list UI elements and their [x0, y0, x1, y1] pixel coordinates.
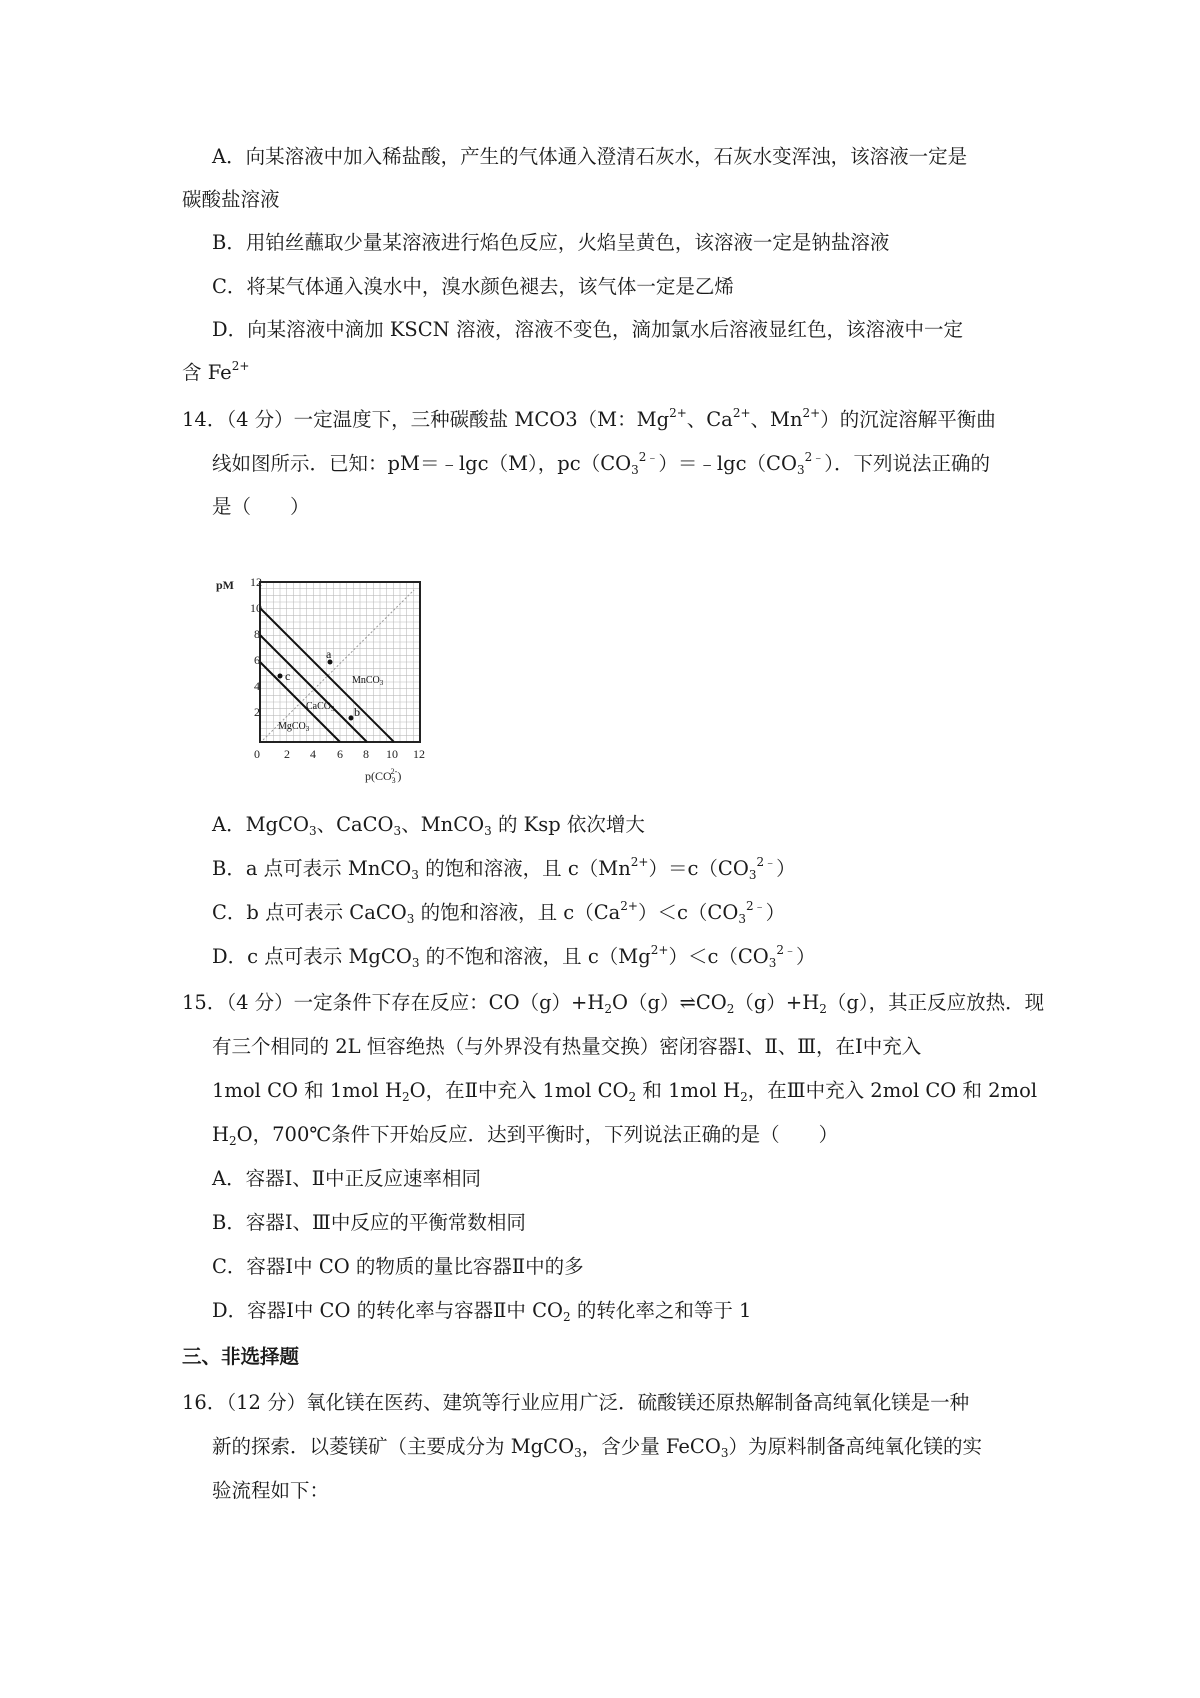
x-tick: 0: [254, 747, 260, 761]
q13-option-a-line1: A．向某溶液中加入稀盐酸，产生的气体通入澄清石灰水，石灰水变浑浊，该溶液一定是: [212, 145, 968, 168]
caco3-label: CaCO$_3$: [306, 701, 335, 713]
x-tick: 10: [386, 747, 398, 761]
q14-option-b: B．a 点可表示 MnCO$_3$ 的饱和溶液，且 $c(Mn^{2+})=c(CO_3^{2﹣})$: [212, 855, 796, 882]
x-tick: 8: [363, 747, 369, 761]
q16-stem-line2: 新的探索．以菱镁矿（主要成分为 MgCO$_3$，含少量 FeCO$_3$）为原料制备高纯氧化镁的实: [212, 1435, 982, 1460]
mgco3-label: MgCO$_3$: [278, 721, 310, 733]
point-b-label: b: [354, 705, 360, 719]
q15-stem-line4: $H_2O$，700℃条件下开始反应．达到平衡时，下列说法正确的是（ ）: [212, 1123, 839, 1148]
q15-stem-line3: 1mol CO 和 1mol $H_2O$，在Ⅱ中充入 1mol $CO_2$ 和 1mol $H_2$，在Ⅲ中充入 2mol CO 和 2mol: [212, 1079, 1038, 1104]
q14-option-c: C．b 点可表示 CaCO$_3$ 的饱和溶液，且 $c(Ca^{2+})<c(CO_3^{2﹣})$: [212, 899, 786, 926]
q13-option-c: C．将某气体通入溴水中，溴水颜色褪去，该气体一定是乙烯: [212, 275, 734, 298]
y-tick: 12: [250, 575, 262, 589]
q14-option-a: A．MgCO$_3$、CaCO$_3$、MnCO$_3$ 的 Ksp 依次增大: [212, 813, 645, 838]
x-tick: 2: [284, 747, 290, 761]
q14-stem-line1: 14．（4 分）一定温度下，三种碳酸盐 MCO3（M：$Mg^{2+}$、$Ca^{2+}$、$Mn^{2+}$）的沉淀溶解平衡曲: [182, 406, 996, 431]
q15-option-b: B．容器Ⅰ、Ⅲ中反应的平衡常数相同: [212, 1211, 526, 1234]
x-axis-label: $p(CO_32-)$: [365, 767, 402, 785]
q14-stem-line3: 是（ ）: [212, 495, 310, 518]
q13-option-b: B．用铂丝蘸取少量某溶液进行焰色反应，火焰呈黄色，该溶液一定是钠盐溶液: [212, 231, 890, 254]
q14-stem-line2: 线如图所示．已知：pM＝﹣lgc（M），$pc(CO_3^{2﹣})=﹣\lg c(CO_3^{2﹣})$．下列说法正确的: [212, 450, 991, 477]
y-tick: 10: [250, 601, 262, 615]
mnco3-label: MnCO$_3$: [352, 675, 384, 687]
q13-option-d-line1: D．向某溶液中滴加 KSCN 溶液，溶液不变色，滴加氯水后溶液显红色，该溶液中一定: [212, 318, 963, 341]
q15-stem-line1: 15．（4 分）一定条件下存在反应：$CO(g)+H_2O(g)\rightleftharpoons CO_2(g)+H_2(g)$，其正反应放热．现: [182, 991, 1045, 1016]
diagonal-reference-line: [263, 590, 414, 740]
q15-option-d: D．容器Ⅰ中 CO 的转化率与容器Ⅱ中 $CO_2$ 的转化率之和等于 1: [212, 1299, 752, 1324]
q16-stem-line1: 16．（12 分）氧化镁在医药、建筑等行业应用广泛．硫酸镁还原热解制备高纯氧化镁是一种: [182, 1391, 970, 1414]
y-tick: 2: [254, 705, 260, 719]
q15-stem-line2: 有三个相同的 2L 恒容绝热（与外界没有热量交换）密闭容器Ⅰ、Ⅱ、Ⅲ，在Ⅰ中充入: [212, 1035, 922, 1058]
y-tick: 6: [254, 653, 260, 667]
point-b-marker: [349, 716, 354, 721]
point-c-marker: [278, 674, 283, 679]
q16-stem-line3: 验流程如下：: [212, 1479, 330, 1502]
y-tick: 8: [254, 627, 260, 641]
point-c-label: c: [285, 669, 291, 683]
q15-option-c: C．容器Ⅰ中 CO 的物质的量比容器Ⅱ中的多: [212, 1255, 584, 1278]
q14-option-d: D．c 点可表示 MgCO$_3$ 的不饱和溶液，且 $c(Mg^{2+})<c(CO_3^{2﹣})$: [212, 943, 816, 970]
x-tick: 12: [413, 747, 425, 761]
q15-option-a: A．容器Ⅰ、Ⅱ中正反应速率相同: [212, 1167, 482, 1190]
y-tick: 4: [254, 679, 260, 693]
point-a-label: a: [326, 647, 332, 661]
x-tick: 4: [310, 747, 316, 761]
section-heading: 三、非选择题: [182, 1345, 300, 1368]
x-tick: 6: [337, 747, 343, 761]
y-axis-label: pM: [216, 578, 234, 592]
solubility-equilibrium-graph: [210, 572, 450, 797]
q13-option-d-line2: 含 $Fe^{2+}$: [182, 359, 250, 384]
q13-option-a-line2: 碳酸盐溶液: [182, 188, 280, 211]
